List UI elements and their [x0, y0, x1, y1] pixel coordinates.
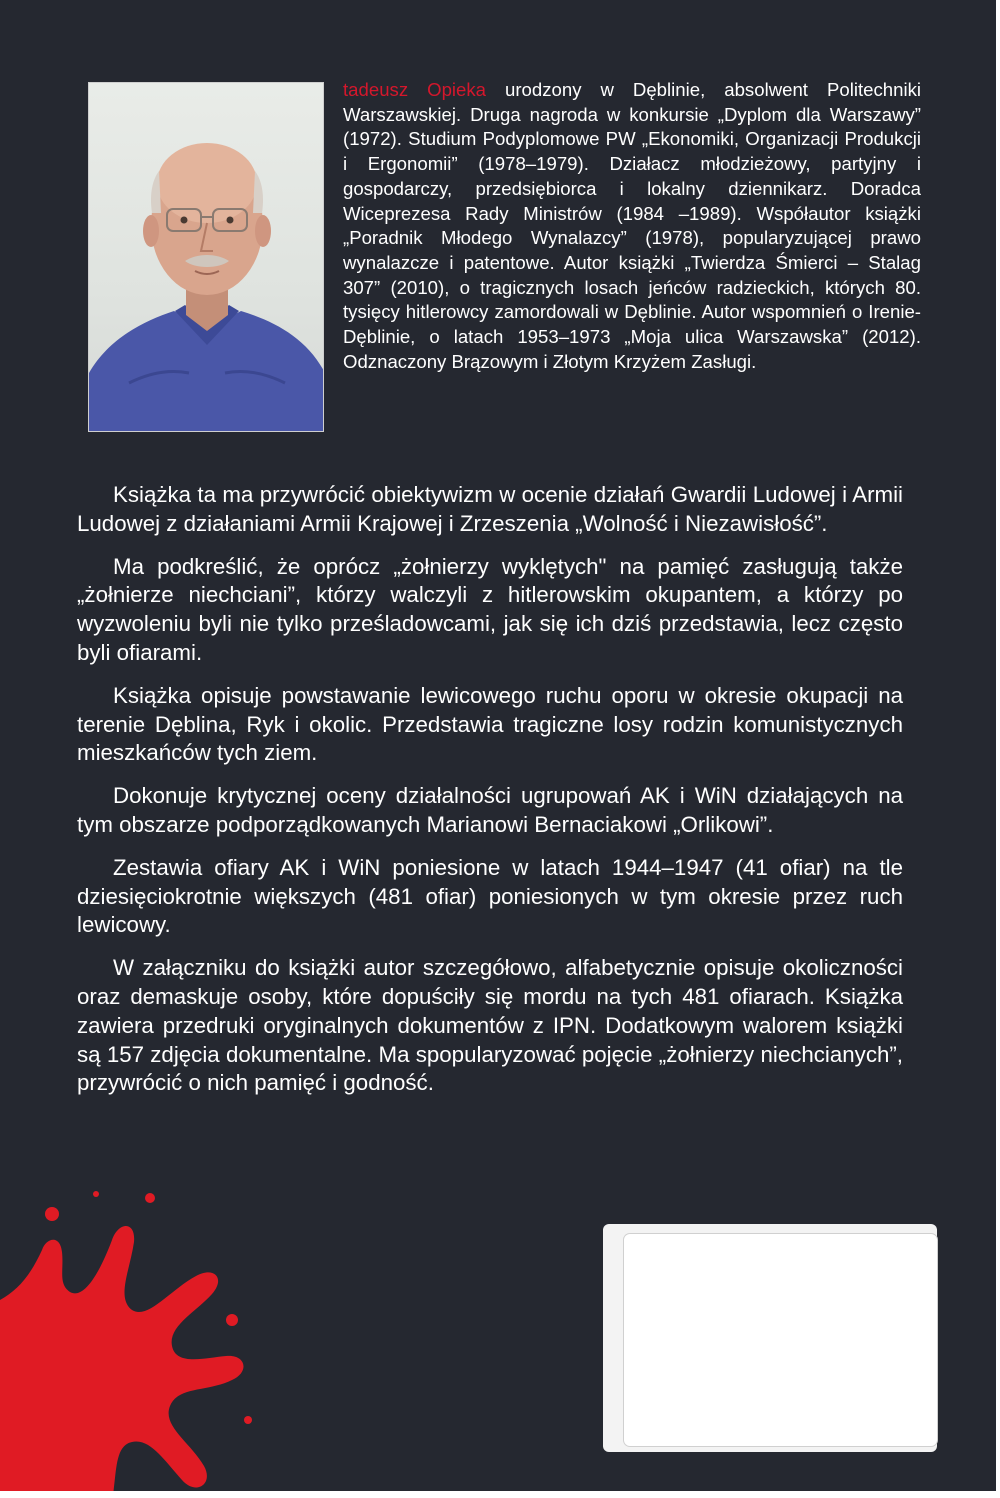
description-paragraph: Książka opisuje powstawanie lewicowego ruchu oporu w okresie okupacji na terenie Dęblina, Ryk i okolic. Przedstawia tragiczne losy rodzin komunistycznych mieszkańców tych ziem. [77, 682, 903, 766]
description-paragraph: Zestawia ofiary AK i WiN poniesione w latach 1944–1947 (41 ofiar) na tle dziesięciokrotnie większych (481 ofiar) poniesionych w tym okresie przez ruch lewicowy. [77, 854, 903, 938]
description-paragraph: Dokonuje krytycznej oceny działalności ugrupowań AK i WiN działających na tym obszarze podporządkowanych Marianowi Bernaciakowi „Orlikowi”. [77, 783, 903, 837]
author-portrait-icon [89, 83, 324, 432]
description-paragraph: Ma podkreślić, że oprócz „żołnierzy wyklętych" na pamięć zasługują także „żołnierze niechciani”, którzy walczyli z hitlerowskim okupantem, a którzy po wyzwoleniu byli nie tylko prześladowcami, jak się ich dziś przedstawia, lecz często byli ofiarami. [77, 553, 903, 665]
author-bio-text: urodzony w Dęblinie, absolwent Politechniki Warszawskiej. Druga nagroda w konkursie „Dyplom dla Warszawy” (1972). Studium Podyplomowe PW „Ekonomiki, Organizacji Produkcji i Ergonomii” (1978–1979). Działacz młodzieżowy, partyjny i gospodarczy, przedsiębiorca i lokalny dziennikarz. Doradca Wiceprezesa Rady Ministrów (1984 –1989). Współautor książki „Poradnik Młodego Wynalazcy” (1978), popularyzującej prawo wynalazcze i patentowe. Autor książki „Twierdza Śmierci – Stalag 307” (2010), o tragicznych losach jeńców radzieckich, których 80. tysięcy hitlerowcy zamordowali w Dęblinie. Autor wspomnień o Irenie-Dęblinie, o latach 1953–1973 „Moja ulica Warszawska” (2012). Odznaczony Brązowym i Złotym Krzyżem Zasługi. [343, 79, 922, 372]
description-paragraph: W załączniku do książki autor szczegółowo, alfabetycznie opisuje okoliczności oraz demaskuje osoby, które dopuściły się mordu na tych 481 ofiarach. Książka zawiera przedruki oryginalnych dokumentów z IPN. Dodatkowym walorem książki są 157 zdjęcia dokumentalne. Ma spopularyzować pojęcie „żołnierzy niechcianych”, przywrócić o nich pamięć i godność. [77, 955, 903, 1096]
author-name: tadeusz Opieka [343, 79, 487, 100]
author-photo [88, 82, 324, 432]
book-description [77, 481, 903, 1112]
description-paragraph: Książka ta ma przywrócić obiektywizm w ocenie działań Gwardii Ludowej i Armii Ludowej z działaniami Armii Krajowej i Zrzeszenia „Wolność i Niezawisłość”. [77, 482, 903, 536]
blood-splash-icon [0, 1180, 260, 1491]
author-bio [343, 78, 921, 374]
blank-sticker-label [624, 1234, 937, 1446]
